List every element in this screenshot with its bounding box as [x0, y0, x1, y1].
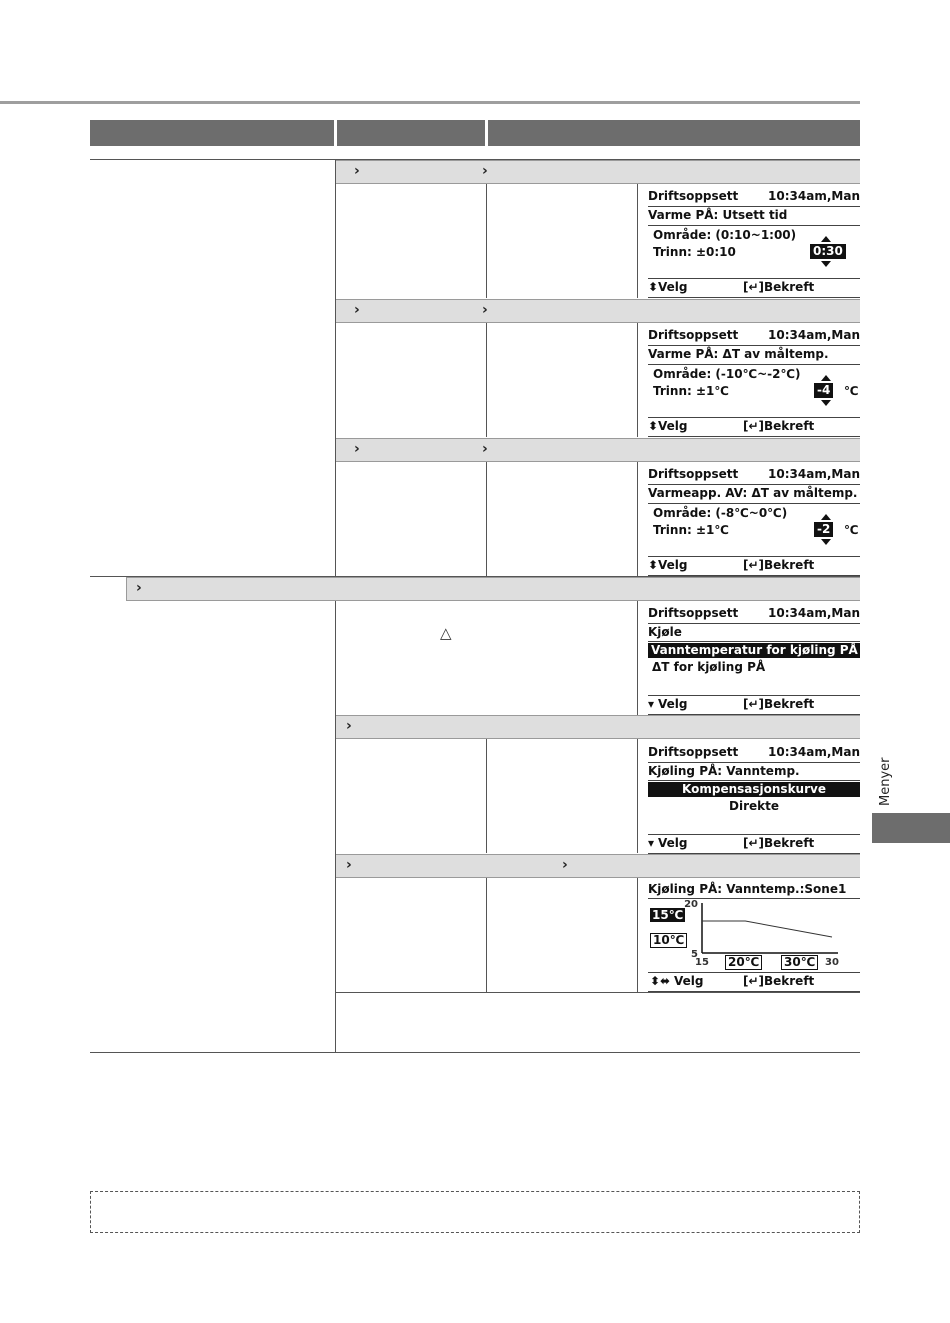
chevron-right-icon: › — [354, 163, 360, 179]
footer-select: Velg — [658, 836, 688, 850]
footer-select: Velg — [674, 974, 704, 988]
screen-subtitle: Varme PÅ: ΔT av måltemp. — [648, 347, 829, 361]
y-low-value[interactable]: 10℃ — [650, 933, 687, 948]
footer-confirm: Bekreft — [764, 974, 815, 988]
setting-value[interactable]: 0:30 — [810, 244, 846, 259]
enter-icon: [↵] — [743, 419, 765, 433]
menu-option-selected[interactable]: Vanntemperatur for kjøling PÅ — [648, 643, 860, 658]
x-high-value[interactable]: 30℃ — [781, 955, 818, 970]
table-col-divider — [486, 878, 487, 992]
screen-subtitle: Varmeapp. AV: ΔT av måltemp. — [648, 486, 858, 500]
side-tab[interactable] — [872, 813, 950, 843]
chevron-right-icon: › — [562, 857, 568, 873]
curve-line — [702, 921, 832, 937]
updown-icon: ⬍ — [648, 419, 659, 433]
screen-header: Driftsoppsett — [648, 189, 739, 203]
screen-header: Driftsoppsett — [648, 606, 739, 620]
table-rule — [90, 1052, 860, 1053]
value-unit: ℃ — [844, 523, 859, 537]
arrow-up-icon[interactable] — [821, 375, 831, 381]
y-tick-label: 20 — [684, 899, 698, 910]
table-col-divider — [486, 739, 487, 853]
arrow-up-icon[interactable] — [821, 236, 831, 242]
enter-icon: [↵] — [743, 836, 765, 850]
top-rule — [0, 101, 860, 104]
lcd-screen — [648, 187, 860, 298]
setting-value[interactable]: -4 — [814, 383, 833, 398]
chevron-right-icon: › — [346, 718, 352, 734]
footer-confirm: Bekreft — [764, 697, 815, 711]
lcd-screen — [648, 326, 860, 437]
lcd-screen — [648, 881, 860, 992]
chevron-right-icon: › — [482, 302, 488, 318]
screen-time: 10:34am,Man — [768, 745, 860, 759]
screen-header: Driftsoppsett — [648, 745, 739, 759]
chevron-right-icon: › — [354, 441, 360, 457]
note-box — [90, 1191, 860, 1233]
value-unit: ℃ — [844, 384, 859, 398]
table-header-col1 — [90, 120, 334, 146]
down-icon: ▾ — [648, 697, 655, 711]
table-col-divider — [637, 184, 638, 298]
side-tab-label: Menyer — [878, 757, 893, 806]
step-text: Trinn: ±1℃ — [653, 523, 729, 537]
lcd-screen — [648, 604, 860, 715]
table-rule — [336, 992, 860, 993]
screen-time: 10:34am,Man — [768, 328, 860, 342]
y-tick-label: 5 — [691, 949, 698, 960]
screen-header: Driftsoppsett — [648, 467, 739, 481]
chevron-right-icon: › — [354, 302, 360, 318]
chevron-right-icon: › — [482, 163, 488, 179]
screen-subtitle: Varme PÅ: Utsett tid — [648, 208, 788, 222]
table-col-divider — [335, 601, 336, 1053]
screen-time: 10:34am,Man — [768, 606, 860, 620]
x-low-value[interactable]: 20℃ — [725, 955, 762, 970]
range-text: Område: (0:10~1:00) — [653, 228, 797, 242]
footer-confirm: Bekreft — [764, 558, 815, 572]
table-header-col2 — [337, 120, 485, 146]
lcd-screen — [648, 743, 860, 854]
chevron-right-icon: › — [482, 441, 488, 457]
screen-subtitle: Kjøle — [648, 625, 682, 639]
menu-option-selected[interactable]: Kompensasjonskurve — [648, 782, 860, 797]
table-col-divider — [637, 601, 638, 715]
footer-confirm: Bekreft — [764, 419, 815, 433]
arrow-up-icon[interactable] — [821, 514, 831, 520]
footer-confirm: Bekreft — [764, 280, 815, 294]
screen-subtitle: Kjøling PÅ: Vanntemp. — [648, 764, 800, 778]
menu-path-bar — [336, 438, 860, 462]
menu-path-bar — [336, 715, 860, 739]
table-col-divider — [486, 462, 487, 576]
menu-option[interactable]: ΔT for kjøling PÅ — [652, 660, 766, 674]
footer-select: Velg — [658, 419, 688, 433]
x-tick-label: 30 — [825, 957, 839, 968]
footer-confirm: Bekreft — [764, 836, 815, 850]
lcd-screen — [648, 465, 860, 576]
updown-icon: ⬍ — [648, 280, 659, 294]
setting-value[interactable]: -2 — [814, 522, 833, 537]
menu-path-bar — [126, 577, 860, 601]
table-col-divider — [637, 462, 638, 576]
table-header-col3 — [488, 120, 860, 146]
enter-icon: [↵] — [743, 558, 765, 572]
screen-header: Driftsoppsett — [648, 328, 739, 342]
arrow-down-icon[interactable] — [821, 400, 831, 406]
enter-icon: [↵] — [743, 280, 765, 294]
x-tick-label: 15 — [695, 957, 709, 968]
menu-path-bar — [336, 854, 860, 878]
arrow-down-icon[interactable] — [821, 539, 831, 545]
enter-icon: [↵] — [743, 974, 765, 988]
table-col-divider — [126, 577, 127, 601]
screen-time: 10:34am,Man — [768, 467, 860, 481]
range-text: Område: (-10℃~-2℃) — [653, 367, 801, 381]
updown-icon: ⬍ — [648, 558, 659, 572]
chevron-right-icon: › — [136, 580, 142, 596]
y-high-value[interactable]: 15℃ — [652, 908, 684, 922]
step-text: Trinn: ±0:10 — [653, 245, 736, 259]
footer-select: Velg — [658, 558, 688, 572]
down-icon: ▾ — [648, 836, 655, 850]
footer-select: Velg — [658, 280, 688, 294]
table-col-divider — [335, 159, 336, 576]
fourway-icon: ⬍⬌ — [650, 974, 671, 988]
step-text: Trinn: ±1℃ — [653, 384, 729, 398]
range-text: Område: (-8℃~0℃) — [653, 506, 788, 520]
chevron-right-icon: › — [346, 857, 352, 873]
arrow-down-icon[interactable] — [821, 261, 831, 267]
table-col-divider — [486, 184, 487, 298]
table-col-divider — [637, 739, 638, 853]
warning-triangle-icon: △ — [440, 624, 452, 642]
screen-time: 10:34am,Man — [768, 189, 860, 203]
menu-path-bar — [336, 299, 860, 323]
table-col-divider — [637, 323, 638, 437]
table-col-divider — [486, 323, 487, 437]
enter-icon: [↵] — [743, 697, 765, 711]
table-col-divider — [637, 878, 638, 992]
menu-option[interactable]: Direkte — [729, 799, 779, 813]
menu-path-bar — [336, 160, 860, 184]
footer-select: Velg — [658, 697, 688, 711]
screen-title: Kjøling PÅ: Vanntemp.:Sone1 — [648, 882, 847, 896]
